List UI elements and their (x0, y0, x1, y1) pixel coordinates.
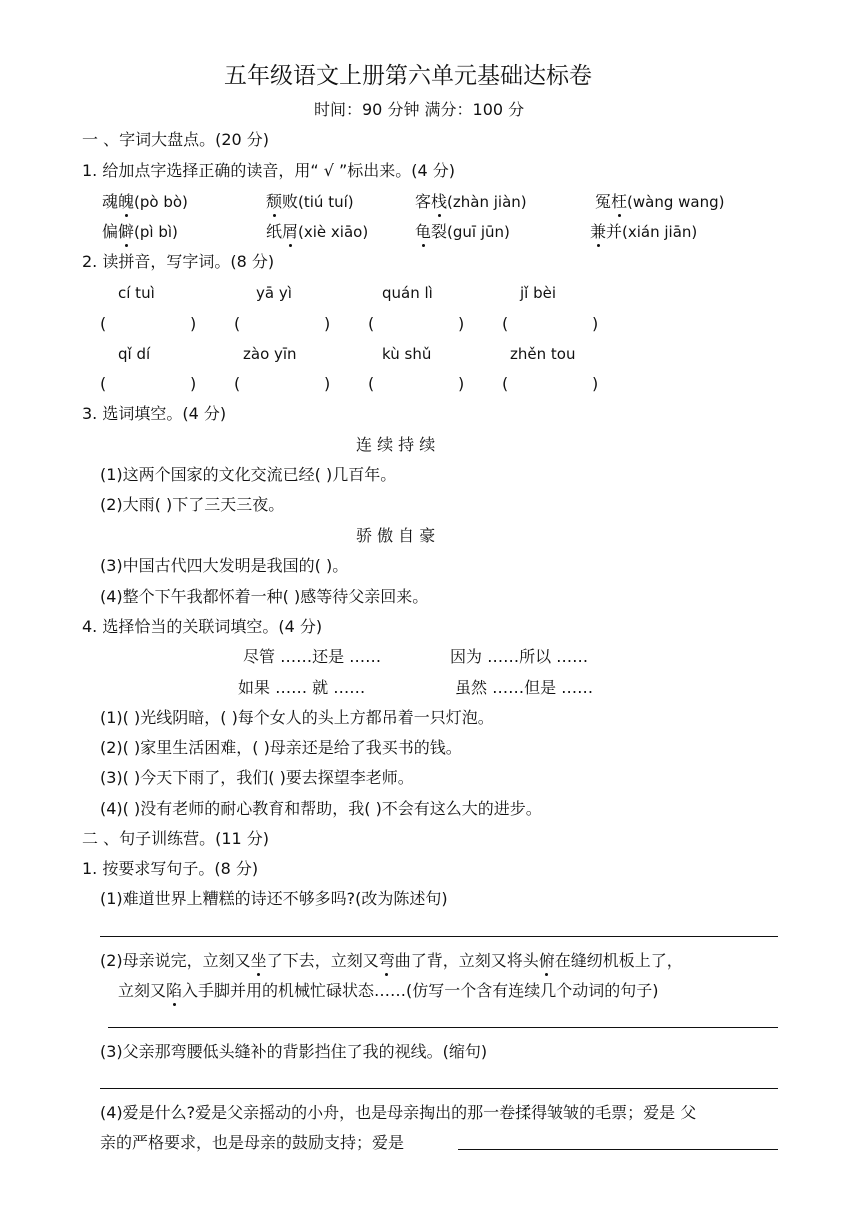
pronunciation-item: 魂魄(pò bò) (102, 192, 188, 211)
answer-blank-open: ( (368, 374, 375, 393)
conjunction-option: 如果 …… 就 …… (238, 678, 366, 697)
answer-blank-open: ( (100, 314, 107, 333)
pronunciation-item: 龟裂(guī jūn) (415, 222, 510, 241)
answer-blank-open: ( (368, 314, 375, 333)
word-choices: 骄 傲 自 豪 (356, 526, 436, 545)
pronunciation-item: 冤枉(wàng wang) (595, 192, 725, 211)
fill-sentence: (1)( )光线阴暗，( )每个女人的头上方都吊着一只灯泡。 (100, 708, 494, 727)
fill-sentence: (2)大雨( )下了三天三夜。 (100, 495, 285, 514)
answer-blank-close: ) (458, 374, 465, 393)
s2-q1-prompt: 1. 按要求写句子。(8 分) (82, 859, 259, 878)
answer-blank-close: ) (190, 314, 197, 333)
answer-blank-close: ) (190, 374, 197, 393)
conjunction-option: 因为 ……所以 …… (450, 647, 589, 666)
q2-prompt: 2. 读拼音，写字词。(8 分) (82, 252, 275, 271)
pinyin-prompt: qǐ dí (118, 345, 151, 363)
pinyin-prompt: quán lì (382, 284, 433, 302)
conjunction-option: 虽然 ……但是 …… (455, 678, 594, 697)
page-title: 五年级语文上册第六单元基础达标卷 (224, 63, 592, 89)
exam-info: 时间：90 分钟 满分：100 分 (314, 100, 525, 119)
fill-sentence: (3)( )今天下雨了，我们( )要去探望李老师。 (100, 768, 414, 787)
answer-blank-close: ) (458, 314, 465, 333)
answer-line[interactable] (458, 1149, 778, 1150)
pronunciation-item: 颓败(tiú tuí) (266, 192, 354, 211)
pinyin-prompt: zào yīn (243, 345, 297, 363)
word-choices: 连 续 持 续 (356, 435, 436, 454)
sentence-task: (2)母亲说完，立刻又坐了下去，立刻又弯曲了背，立刻又将头俯在缝纫机板上了， (100, 951, 683, 970)
fill-sentence: (1)这两个国家的文化交流已经( )几百年。 (100, 465, 397, 484)
pinyin-prompt: zhěn tou (510, 345, 576, 363)
fill-sentence: (4)( )没有老师的耐心教育和帮助，我( )不会有这么大的进步。 (100, 799, 542, 818)
sentence-task: (3)父亲那弯腰低头缝补的背影挡住了我的视线。(缩句) (100, 1042, 488, 1061)
sentence-task-continued: 亲的严格要求，也是母亲的鼓励支持；爱是 (100, 1133, 405, 1152)
answer-line[interactable] (100, 1088, 778, 1089)
pronunciation-item: 兼并(xián jiān) (590, 222, 698, 241)
sentence-task: (4)爱是什么?爱是父亲摇动的小舟，也是母亲掏出的那一卷揉得皱皱的毛票；爱是 父 (100, 1103, 697, 1122)
fill-sentence: (2)( )家里生活困难，( )母亲还是给了我买书的钱。 (100, 738, 462, 757)
answer-line[interactable] (100, 936, 778, 937)
section-2-heading: 二 、句子训练营。(11 分) (82, 829, 270, 848)
answer-blank-open: ( (100, 374, 107, 393)
answer-blank-open: ( (502, 314, 509, 333)
pinyin-prompt: yā yì (256, 284, 292, 302)
answer-blank-close: ) (324, 314, 331, 333)
pronunciation-item: 纸屑(xiè xiāo) (266, 222, 369, 241)
fill-sentence: (4)整个下午我都怀着一种( )感等待父亲回来。 (100, 587, 429, 606)
pinyin-prompt: jǐ bèi (520, 284, 557, 302)
answer-blank-open: ( (234, 374, 241, 393)
q1-prompt: 1. 给加点字选择正确的读音，用“ √ ”标出来。(4 分) (82, 161, 456, 180)
pinyin-prompt: cí tuì (118, 284, 155, 302)
sentence-task: (1)难道世界上糟糕的诗还不够多吗?(改为陈述句) (100, 889, 448, 908)
answer-blank-open: ( (502, 374, 509, 393)
q4-prompt: 4. 选择恰当的关联词填空。(4 分) (82, 617, 323, 636)
pronunciation-item: 偏僻(pì bì) (102, 222, 178, 241)
pinyin-prompt: kù shǔ (382, 345, 432, 363)
sentence-task-continued: 立刻又陷入手脚并用的机械忙碌状态……(仿写一个含有连续几个动词的句子) (118, 981, 659, 1000)
answer-line[interactable] (108, 1027, 778, 1028)
q3-prompt: 3. 选词填空。(4 分) (82, 404, 227, 423)
section-1-heading: 一 、字词大盘点。(20 分) (82, 130, 270, 149)
answer-blank-close: ) (592, 314, 599, 333)
conjunction-option: 尽管 ……还是 …… (243, 647, 382, 666)
fill-sentence: (3)中国古代四大发明是我国的( )。 (100, 556, 349, 575)
answer-blank-open: ( (234, 314, 241, 333)
answer-blank-close: ) (324, 374, 331, 393)
answer-blank-close: ) (592, 374, 599, 393)
pronunciation-item: 客栈(zhàn jiàn) (415, 192, 527, 211)
